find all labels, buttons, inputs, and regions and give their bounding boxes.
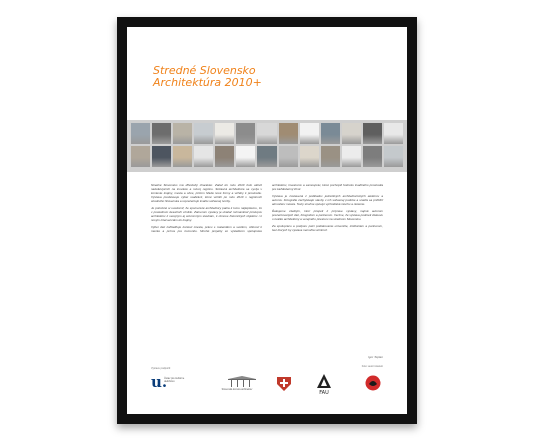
architecture-photo-thumbnail — [279, 146, 298, 167]
architecture-photo-thumbnail — [279, 123, 298, 144]
partner-logo-icon — [365, 375, 381, 391]
photo-grid — [131, 123, 403, 167]
architecture-photo-thumbnail — [173, 123, 192, 144]
poster-body-text — [151, 183, 383, 351]
architecture-photo-thumbnail — [342, 123, 361, 144]
paragraph-4: Výstava je zostavená z podkladov jednotlivých architektonických ateliérov a autorov. Fotografie zachytávajú stavby v ich súčasnej podobe a snažia sa priblížiť atmosféru miesta. Texty stručne opisujú východiská návrhu a riešenie. — [272, 194, 383, 206]
architecture-photo-thumbnail — [363, 123, 382, 144]
paragraph-1: Stredné Slovensko má dlhodobý charakter. Zatiaľ do roku 2010 bolo aktivít nadväzujúcich na inovácie a rozvoj regiónu. Súčasná architektúra sa vyvíja v kontexte krajiny, mesta a obce, pričom hľadá nové formy a vzťahy k prostrediu. Výstava predstavuje výber realizácií, ktoré vznikli po roku 2010 v regiónoch stredného Slovenska a reprezentujú kvalitu súčasnej tvorby. — [151, 183, 262, 203]
paragraph-6: Za spoluprácu a podporu patrí poďakovanie univerzite, inštitúciám a partnerom, bez ktorých by výstava nemohla vzniknúť. — [272, 224, 383, 232]
architecture-photo-thumbnail — [152, 123, 171, 144]
paragraph-2: Je potrebné si uvedomiť, že spomenuté architektúry patria k tomu najlepšiemu, čo v poslednom desaťročí vzniklo. Zámerom výstavy je ukázať rozmanitosť prístupov architektov k verejným aj súkromným stavbám, k obnove historických objektov i k novým intervenciám do krajiny. — [151, 206, 262, 222]
institution-logo-text: Slovenská komora architektov — [221, 389, 253, 391]
architecture-photo-thumbnail — [215, 146, 234, 167]
crest-logo-icon — [275, 375, 293, 391]
poster-title-line-1: Stredné Slovensko — [153, 64, 256, 77]
poster-frame — [117, 17, 417, 424]
paragraph-5: Ďakujeme všetkým, ktorí prispeli k príprave výstavy, najmä autorom prezentovaných diel, fotografom a partnerom. Veríme, že výstava podnieti diskusiu o kvalite architektúry a verejného priestoru na strednom Slovensku. — [272, 209, 383, 221]
university-logo-icon: u. — [151, 373, 168, 391]
architecture-photo-thumbnail — [363, 146, 382, 167]
architecture-photo-thumbnail — [131, 123, 150, 144]
architecture-photo-thumbnail — [257, 146, 276, 167]
architecture-photo-thumbnail — [215, 123, 234, 144]
architecture-photo-thumbnail — [131, 146, 150, 167]
photo-credit: Foto: autori stavieb — [361, 365, 383, 368]
sponsor-logos — [147, 373, 387, 397]
architecture-photo-thumbnail — [194, 146, 213, 167]
university-logo-text: Ústav pre kultúrne dedičstvo — [164, 377, 185, 383]
sponsor-label: Výstavu podporili: — [151, 367, 171, 370]
architecture-photo-thumbnail — [236, 123, 255, 144]
architecture-photo-thumbnail — [173, 146, 192, 167]
architecture-photo-thumbnail — [384, 146, 403, 167]
architecture-photo-thumbnail — [257, 123, 276, 144]
architecture-photo-thumbnail — [342, 146, 361, 167]
poster-title — [153, 65, 262, 89]
faculty-logo-text: FAU — [319, 390, 329, 395]
paragraph-3: Výber diel zohľadňuje kontext miesta, prácu s materiálom a svetlom, citlivosť k mierke a prínos pre komunitu. Mnohé projekty sú výsledkom spolupráce architektov, investorov a samospráv, ktoré pochopili hodnotu kvalitného prostredia pre každodenný život. — [151, 183, 383, 233]
faculty-logo-icon — [315, 373, 333, 395]
architecture-photo-thumbnail — [384, 123, 403, 144]
poster-title-line-2: Architektúra 2010+ — [153, 76, 262, 89]
poster — [127, 27, 407, 414]
architecture-photo-thumbnail — [321, 146, 340, 167]
institution-logo-icon — [227, 376, 257, 388]
architecture-photo-thumbnail — [300, 146, 319, 167]
architecture-photo-thumbnail — [194, 123, 213, 144]
architecture-photo-thumbnail — [152, 146, 171, 167]
architecture-photo-thumbnail — [300, 123, 319, 144]
architecture-photo-thumbnail — [236, 146, 255, 167]
architecture-photo-thumbnail — [321, 123, 340, 144]
author-signature: Igor Teplan — [368, 355, 383, 359]
